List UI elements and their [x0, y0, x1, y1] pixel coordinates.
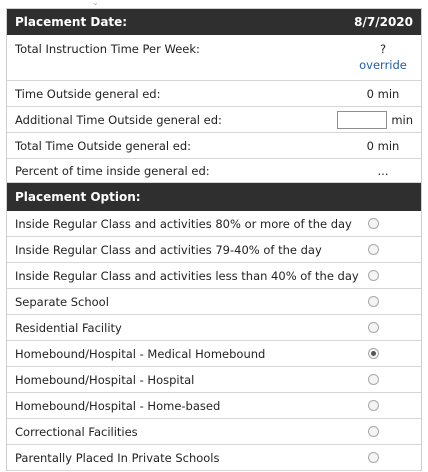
placement-option-label: Homebound/Hospital - Home-based [15, 398, 221, 413]
placement-option-radio[interactable] [368, 426, 379, 437]
placement-option-label: Correctional Facilities [15, 424, 138, 439]
placement-option-row[interactable] [7, 341, 421, 367]
placement-option-label: Placement Option: [15, 190, 141, 204]
placement-option-radio[interactable] [368, 452, 379, 463]
percent-inside-label: Percent of time inside general ed: [15, 163, 210, 178]
placement-option-row[interactable] [7, 419, 421, 445]
additional-time-row [7, 107, 421, 133]
additional-time-input[interactable] [337, 111, 387, 129]
placement-option-row[interactable] [7, 289, 421, 315]
placement-option-radio[interactable] [368, 218, 379, 229]
instruction-time-value: ? [379, 42, 387, 56]
time-outside-value: 0 min [366, 86, 400, 101]
placement-option-row[interactable] [7, 367, 421, 393]
placement-option-label: Inside Regular Class and activities 80% or more of the day [15, 216, 352, 231]
total-outside-value: 0 min [366, 138, 400, 153]
placement-options-list [7, 211, 421, 471]
total-outside-row [7, 133, 421, 159]
placement-option-row[interactable] [7, 393, 421, 419]
placement-date-label: Placement Date: [15, 15, 128, 29]
placement-option-radio[interactable] [368, 244, 379, 255]
placement-option-label: Separate School [15, 294, 109, 309]
placement-option-label: Residential Facility [15, 320, 122, 335]
placement-option-label: Inside Regular Class and activities 79-40% of the day [15, 242, 322, 257]
additional-time-unit: min [391, 112, 413, 127]
instruction-time-label: Total Instruction Time Per Week: [15, 42, 200, 56]
total-outside-label: Total Time Outside general ed: [15, 138, 191, 153]
placement-option-label: Inside Regular Class and activities less than 40% of the day [15, 268, 359, 283]
placement-option-label: Parentally Placed In Private Schools [15, 450, 220, 465]
time-outside-label: Time Outside general ed: [15, 86, 161, 101]
override-link[interactable]: override [359, 58, 407, 72]
placement-option-row[interactable] [7, 237, 421, 263]
percent-inside-value: ... [377, 163, 389, 178]
placement-option-label: Homebound/Hospital - Medical Homebound [15, 346, 266, 361]
placement-option-row[interactable] [7, 445, 421, 471]
additional-time-label: Additional Time Outside general ed: [15, 112, 222, 127]
additional-time-input-group [337, 111, 413, 129]
placement-option-row[interactable] [7, 263, 421, 289]
placement-option-label: Homebound/Hospital - Hospital [15, 372, 195, 387]
placement-option-radio[interactable] [368, 348, 379, 359]
placement-option-radio[interactable] [368, 374, 379, 385]
placement-panel [6, 8, 422, 471]
placement-date-header [7, 9, 421, 35]
placement-option-row[interactable] [7, 315, 421, 341]
placement-option-row[interactable] [7, 211, 421, 237]
percent-inside-row [7, 159, 421, 183]
placement-date-value: 8/7/2020 [354, 15, 413, 29]
placement-option-header [7, 183, 421, 211]
time-outside-row [7, 81, 421, 107]
instruction-time-row [7, 35, 421, 81]
chevron-down-icon: ⌄ [92, 0, 99, 7]
placement-option-radio[interactable] [368, 400, 379, 411]
placement-option-radio[interactable] [368, 270, 379, 281]
placement-option-radio[interactable] [368, 296, 379, 307]
placement-option-radio[interactable] [368, 322, 379, 333]
instruction-time-value-cell [353, 35, 413, 73]
